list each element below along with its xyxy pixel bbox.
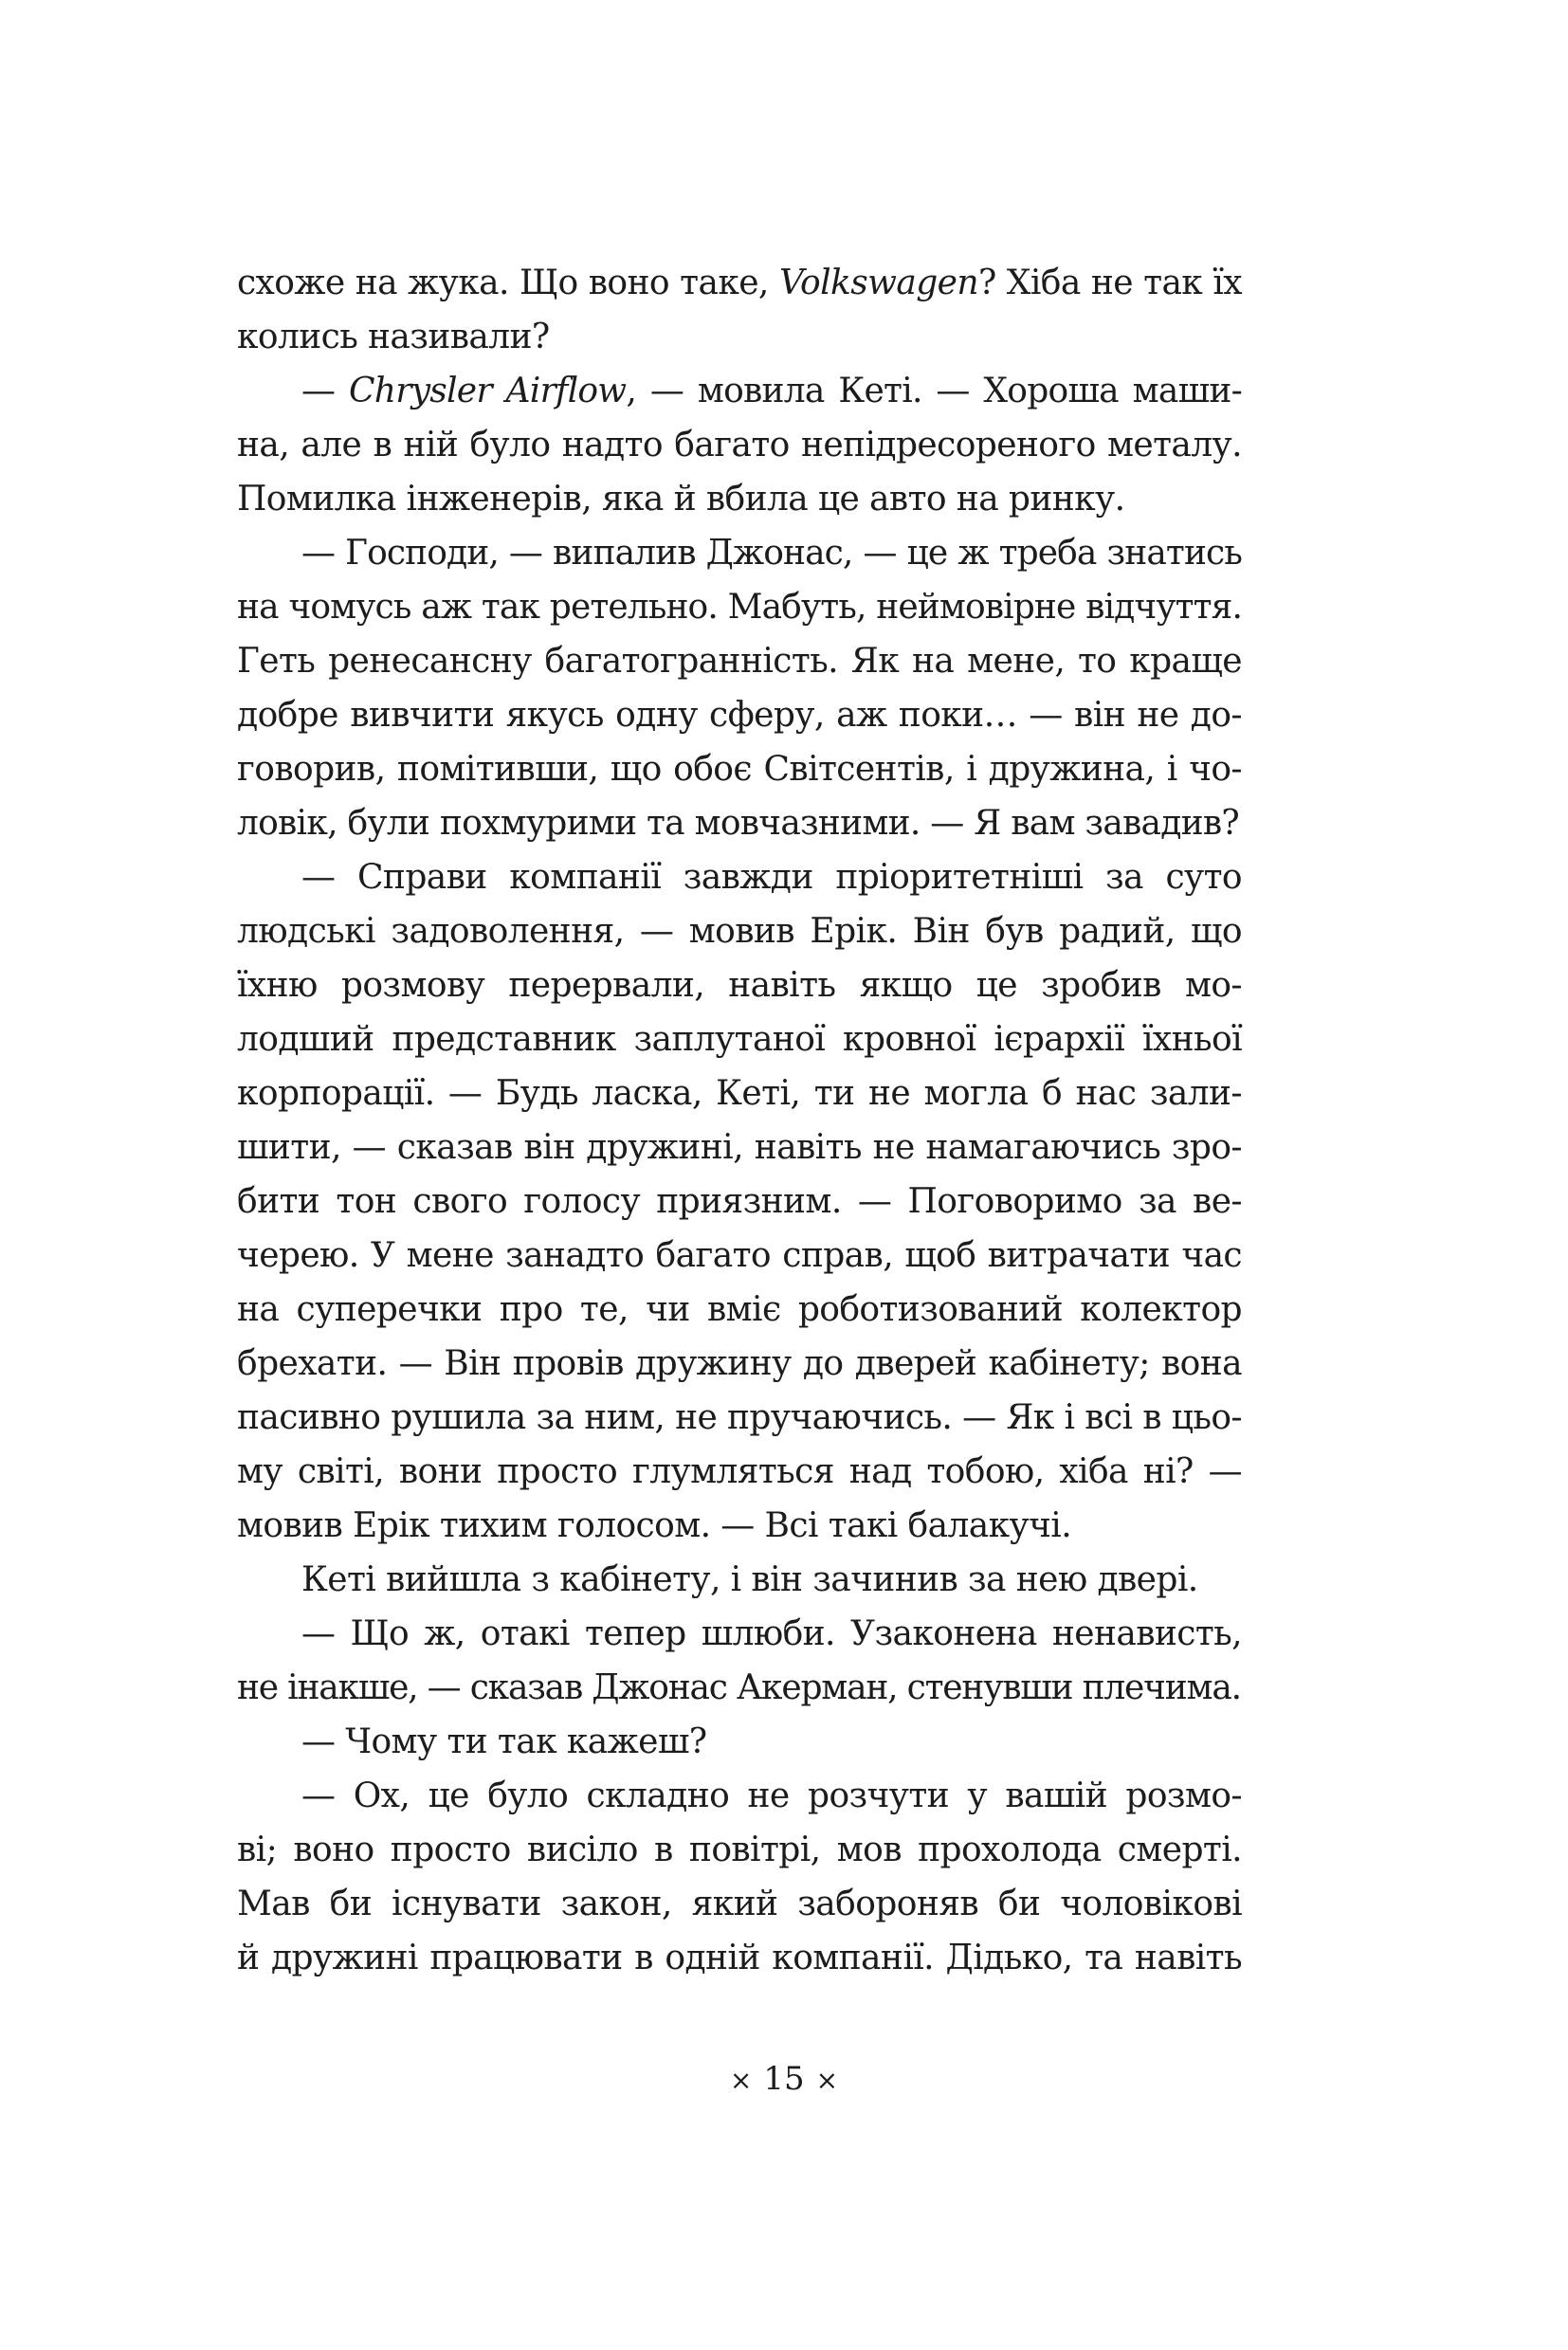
text-run: — Ох, це було складно не розчути у вашій розмо- [301, 1776, 1242, 1815]
text-line [237, 526, 1242, 580]
text-line [237, 1553, 1242, 1607]
text-run: їхню розмову перервали, навіть якщо це зробив мо- [237, 966, 1242, 1005]
text-line [237, 1769, 1242, 1823]
text-line [237, 580, 1242, 634]
text-line [237, 1066, 1242, 1120]
text-line [237, 1175, 1242, 1229]
text-line [237, 904, 1242, 958]
text-run: Геть ренесансну багатогранність. Як на мене, то краще [237, 642, 1242, 681]
text-run: на суперечки про те, чи вміє роботизований колектор [237, 1290, 1242, 1329]
text-run: пасивно рушила за ним, не пручаючись. — Як і всі в цьо- [237, 1398, 1242, 1437]
text-line [237, 1229, 1242, 1283]
text-run: корпорації. — Будь ласка, Кеті, ти не могла б нас зали- [237, 1074, 1242, 1113]
text-run: ловік, були похмурими та мовчазними. — Я вам завадив? [237, 804, 1239, 843]
page-number [0, 2055, 1568, 2104]
text-run: му світі, вони просто глумляться над тобою, хіба ні? — [237, 1452, 1242, 1491]
text-run: черею. У мене занадто багато справ, щоб витрачати час [237, 1236, 1242, 1275]
text-run: шити, — сказав він дружині, навіть не намагаючись зро- [237, 1128, 1242, 1167]
text-line [237, 850, 1242, 904]
text-run: бити тон свого голосу приязним. — Поговоримо за ве- [237, 1182, 1242, 1221]
text-run: на, але в ній було надто багато непідресореного металу. [237, 426, 1242, 465]
text-run: мовив Ерік тихим голосом. — Всі такі балакучі. [237, 1506, 1072, 1545]
text-run: людські задоволення, — мовив Ерік. Він був радий, що [237, 912, 1242, 951]
text-run: — [301, 372, 350, 410]
text-line [237, 256, 1242, 310]
text-run: ві; воно просто висіло в повітрі, мов прохолода смерті. [237, 1831, 1242, 1869]
text-line [237, 1120, 1242, 1175]
text-run: Мав би існувати закон, який забороняв би чоловікові [237, 1885, 1242, 1923]
text-line [237, 1661, 1242, 1715]
text-line [237, 1391, 1242, 1445]
text-run: на чомусь аж так ретельно. Мабуть, неймовірне відчуття. [237, 588, 1242, 627]
text-line [237, 1607, 1242, 1661]
text-line [237, 796, 1242, 850]
text-run: , — мовила Кеті. — Хороша маши- [626, 372, 1242, 410]
text-run: говорив, помітивши, що обоє Світсентів, і дружина, і чо- [237, 750, 1242, 789]
text-run: — Що ж, отакі тепер шлюби. Узаконена ненависть, [301, 1614, 1242, 1653]
text-line [237, 1931, 1242, 1985]
text-run: добре вивчити якусь одну сферу, аж поки… — він не до- [237, 696, 1242, 735]
text-run: — Справи компанії завжди пріоритетніші за суто [301, 858, 1242, 897]
text-line [237, 1715, 1242, 1769]
text-line [237, 418, 1242, 472]
text-line [237, 1012, 1242, 1066]
text-run: ? Хіба не так їх [977, 264, 1242, 302]
text-line [237, 1283, 1242, 1337]
text-run: — Чому ти так кажеш? [301, 1722, 707, 1761]
italic-text: Volkswagen [778, 264, 978, 302]
folio-ornament-right: × [815, 2065, 839, 2096]
text-line [237, 1337, 1242, 1391]
italic-text: Chrysler Airflow [349, 372, 627, 410]
text-line [237, 742, 1242, 796]
text-run: лодший представник заплутаної кровної ієрархії їхньої [237, 1020, 1242, 1059]
body-text [237, 256, 1242, 1985]
text-run: — Господи, — випалив Джонас, — це ж треба знатись [301, 534, 1242, 573]
text-line [237, 634, 1242, 688]
text-run: Кеті вийшла з кабінету, і він зачинив за нею двері. [301, 1560, 1198, 1599]
text-run: Помилка інженерів, яка й вбила це авто на ринку. [237, 480, 1125, 519]
folio-number: 15 [763, 2060, 805, 2098]
text-run: не інакше, — сказав Джонас Акерман, стенувши плечима. [237, 1668, 1241, 1707]
text-line [237, 688, 1242, 742]
text-line [237, 1445, 1242, 1499]
text-line [237, 472, 1242, 526]
text-line [237, 364, 1242, 418]
text-run: схоже на жука. Що воно таке, [237, 264, 779, 302]
folio-ornament-left: × [729, 2065, 753, 2096]
text-line [237, 1877, 1242, 1931]
text-run: брехати. — Він провів дружину до дверей кабінету; вона [237, 1344, 1242, 1383]
text-run: колись називали? [237, 318, 550, 356]
text-run: й дружині працювати в одній компанії. Дідько, та навіть [237, 1939, 1242, 1977]
text-line [237, 958, 1242, 1012]
text-line [237, 310, 1242, 364]
text-line [237, 1823, 1242, 1877]
text-line [237, 1499, 1242, 1553]
